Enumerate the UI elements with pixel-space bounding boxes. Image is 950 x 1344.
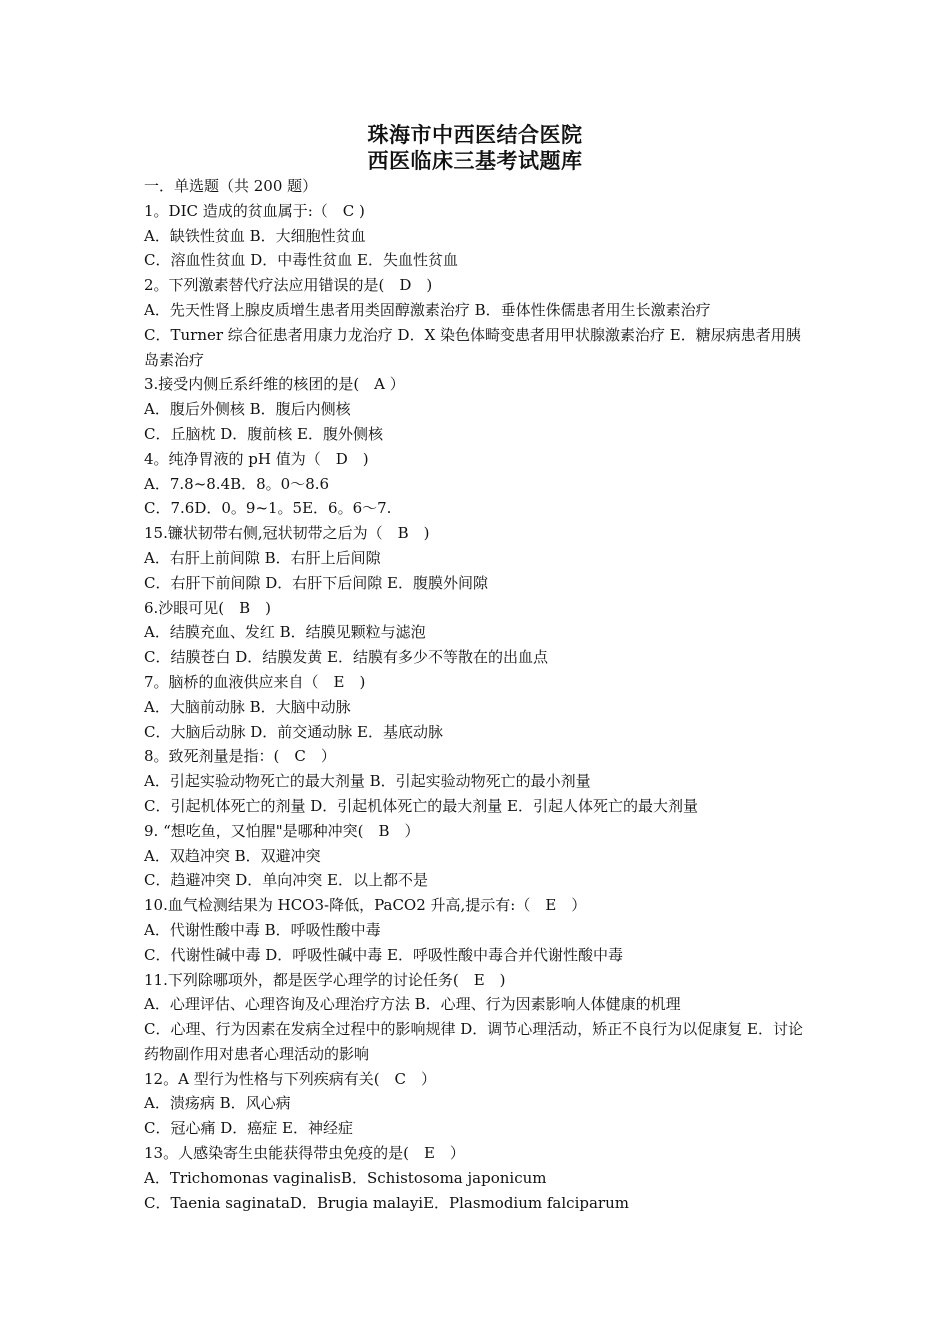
answer-options: C．Turner 综合征患者用康力龙治疗 D．X 染色体畸变患者用甲状腺激素治疗 E．糖尿病患者用胰岛素治疗 xyxy=(144,325,801,369)
answer-options: A．腹后外侧核 B．腹后内侧核 xyxy=(144,400,351,419)
question-stem: 7。脑桥的血液供应来自（ E ) xyxy=(144,672,366,691)
question-stem: 11.下列除哪项外，都是医学心理学的讨论任务( E ) xyxy=(144,970,506,989)
exam-bank-title: 西医临床三基考试题库 xyxy=(367,148,583,173)
answer-options: A．引起实验动物死亡的最大剂量 B．引起实验动物死亡的最小剂量 xyxy=(144,772,591,791)
hospital-title: 珠海市中西医结合医院 xyxy=(367,122,583,147)
answer-options: A．结膜充血、发红 B．结膜见颗粒与滤泡 xyxy=(144,623,426,642)
question-stem: 8。致死剂量是指：( C ） xyxy=(144,747,336,766)
title-block xyxy=(0,122,950,174)
question-stem: 9. “想吃鱼，又怕腥"是哪种冲突( B ） xyxy=(144,821,420,840)
answer-options: A．代谢性酸中毒 B．呼吸性酸中毒 xyxy=(144,920,381,939)
answer-options: C．大脑后动脉 D．前交通动脉 E．基底动脉 xyxy=(144,722,443,741)
answer-options: A．先天性肾上腺皮质增生患者用类固醇激素治疗 B．垂体性侏儒患者用生长激素治疗 xyxy=(144,300,711,319)
answer-options: C．丘脑枕 D．腹前核 E．腹外侧核 xyxy=(144,424,383,443)
answer-options: A．心理评估、心理咨询及心理治疗方法 B．心理、行为因素影响人体健康的机理 xyxy=(144,995,681,1014)
answer-options: C．引起机体死亡的剂量 D．引起机体死亡的最大剂量 E．引起人体死亡的最大剂量 xyxy=(144,796,698,815)
question-stem: 3.接受内侧丘系纤维的核团的是( A ） xyxy=(144,375,405,394)
answer-options: C．代谢性碱中毒 D．呼吸性碱中毒 E．呼吸性酸中毒合并代谢性酸中毒 xyxy=(144,945,623,964)
answer-options: C．溶血性贫血 D．中毒性贫血 E．失血性贫血 xyxy=(144,251,458,270)
answer-options: A．缺铁性贫血 B．大细胞性贫血 xyxy=(144,226,366,245)
section-heading: 一．单选题（共 200 题） xyxy=(144,177,318,195)
answer-options: A．溃疡病 B．风心病 xyxy=(144,1094,291,1113)
question-stem: 2。下列激素替代疗法应用错误的是( D ) xyxy=(144,276,433,295)
answer-options: C．Taenia saginataD．Brugia malayiE．Plasmodium falciparum xyxy=(144,1193,629,1212)
answer-options: A．Trichomonas vaginalisB．Schistosoma japonicum xyxy=(144,1168,547,1187)
question-stem: 1。DIC 造成的贫血属于:（ C ) xyxy=(144,201,365,220)
question-stem: 4。纯净胃液的 pH 值为（ D ) xyxy=(144,449,369,468)
answer-options: C．右肝下前间隙 D．右肝下后间隙 E．腹膜外间隙 xyxy=(144,573,488,592)
question-stem: 10.血气检测结果为 HCO3-降低，PaCO2 升高,提示有:（ E ） xyxy=(144,896,587,915)
answer-options: C．心理、行为因素在发病全过程中的影响规律 D．调节心理活动，矫正不良行为以促康复 E．讨论药物副作用对患者心理活动的影响 xyxy=(144,1020,803,1063)
answer-options: C．结膜苍白 D．结膜发黄 E．结膜有多少不等散在的出血点 xyxy=(144,648,548,667)
question-stem: 12。A 型行为性格与下列疾病有关( C ） xyxy=(144,1069,437,1088)
answer-options: A．右肝上前间隙 B．右肝上后间隙 xyxy=(144,548,381,567)
question-stem: 6.沙眼可见( B ) xyxy=(144,598,272,617)
answer-options: A．7.8~8.4B．8。0～8.6 xyxy=(144,474,330,493)
question-list xyxy=(144,174,814,1215)
question-stem: 15.镰状韧带右侧,冠状韧带之后为（ B ) xyxy=(144,524,430,543)
question-stem: 13。人感染寄生虫能获得带虫免疫的是( E ） xyxy=(144,1144,465,1163)
answer-options: C．7.6D．0。9~1。5E．6。6～7. xyxy=(144,499,392,518)
answer-options: C．趋避冲突 D．单向冲突 E．以上都不是 xyxy=(144,871,428,890)
answer-options: A．双趋冲突 B．双避冲突 xyxy=(144,846,321,865)
answer-options: A．大脑前动脉 B．大脑中动脉 xyxy=(144,697,351,716)
answer-options: C．冠心痛 D．癌症 E．神经症 xyxy=(144,1119,353,1138)
